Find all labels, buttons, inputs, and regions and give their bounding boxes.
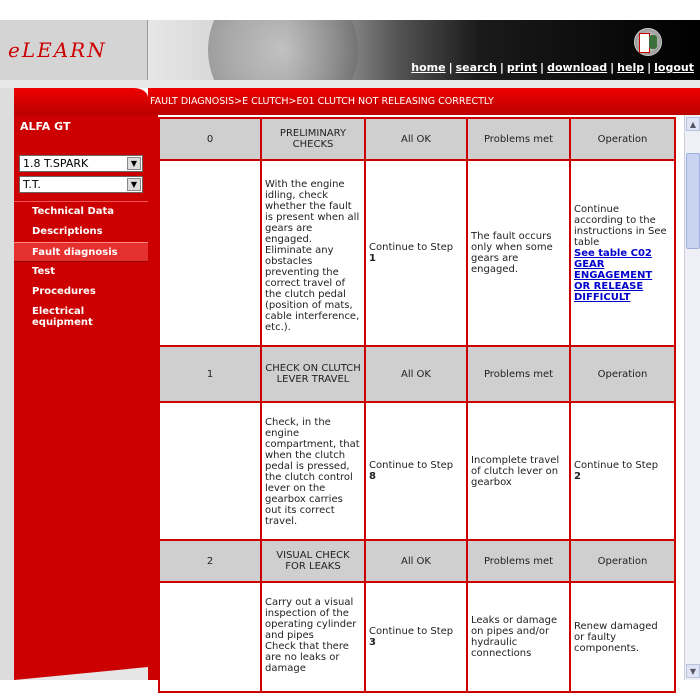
step-header-row: [159, 118, 675, 160]
header-banner: [148, 20, 700, 80]
nav-link-help[interactable]: help: [617, 61, 645, 74]
sidebar-item-descriptions[interactable]: Descriptions: [32, 226, 103, 237]
all-ok-header: All OK: [365, 540, 467, 582]
nav-link-print[interactable]: print: [506, 61, 538, 74]
all-ok-header: All OK: [365, 346, 467, 402]
scroll-down-icon[interactable]: ▼: [686, 664, 700, 678]
nav-link-search[interactable]: search: [455, 61, 497, 74]
content-scrollbar[interactable]: [684, 115, 700, 680]
operation-cell: Renew damaged or faulty components.: [570, 582, 675, 692]
chevron-down-icon[interactable]: ▼: [127, 178, 141, 191]
app-header: [0, 20, 700, 80]
operation-cell: Continue to Step 2: [570, 402, 675, 540]
sidebar-item-test[interactable]: Test: [32, 266, 56, 277]
top-nav-links: home | search | print | download | help | logout: [411, 61, 694, 74]
scrollbar-thumb[interactable]: [686, 153, 700, 249]
step-header-row: [159, 346, 675, 402]
operation-cell: Continue according to the instructions in See table See table C02 GEAR ENGAGEMENT OR RELEASE DIFFICULT: [570, 160, 675, 346]
step-description: Carry out a visual inspection of the operating cylinder and pipes Check that there are no leaks or damage: [261, 582, 365, 692]
vehicle-model-title: ALFA GT: [20, 120, 71, 133]
scroll-up-icon[interactable]: ▲: [686, 117, 700, 131]
operation-header: Operation: [570, 118, 675, 160]
breadcrumb-bar: [0, 88, 700, 115]
all-ok-action: Continue to Step 3: [365, 582, 467, 692]
next-step-number: 8: [369, 471, 376, 482]
step-title: VISUAL CHECK FOR LEAKS: [261, 540, 365, 582]
all-ok-action: Continue to Step 1: [365, 160, 467, 346]
diagnosis-table: [158, 117, 674, 693]
sidebar-item-fault-diagnosis[interactable]: Fault diagnosis: [14, 242, 148, 262]
version-select-value: T.T.: [23, 178, 41, 191]
breadcrumb: FAULT DIAGNOSIS>E CLUTCH>E01 CLUTCH NOT RELEASING CORRECTLY: [148, 88, 700, 115]
step-body-row: [159, 160, 675, 346]
step-body-row: [159, 582, 675, 692]
step-number: 1: [159, 346, 261, 402]
sidebar: [14, 115, 148, 680]
operation-header: Operation: [570, 540, 675, 582]
sidebar-menu: [14, 201, 148, 328]
next-step-number: 3: [369, 637, 376, 648]
step-description: Check, in the engine compartment, that when the clutch pedal is pressed, the clutch control lever on the gearbox carries out its correct travel.: [261, 402, 365, 540]
step-number: 2: [159, 540, 261, 582]
nav-link-logout[interactable]: logout: [654, 61, 694, 74]
engine-select-value: 1.8 T.SPARK: [23, 157, 89, 170]
problem-description: The fault occurs only when some gears are engaged.: [467, 160, 570, 346]
see-table-c02-link[interactable]: See table C02 GEAR ENGAGEMENT OR RELEASE DIFFICULT: [574, 247, 653, 303]
problem-description: Leaks or damage on pipes and/or hydraulic connections: [467, 582, 570, 692]
next-step-number: 1: [369, 253, 376, 264]
engine-select[interactable]: [19, 155, 143, 172]
alfa-romeo-emblem-icon: [634, 28, 662, 56]
nav-link-home[interactable]: home: [411, 61, 446, 74]
problem-description: Incomplete travel of clutch lever on gearbox: [467, 402, 570, 540]
step-title: PRELIMINARY CHECKS: [261, 118, 365, 160]
all-ok-action: Continue to Step 8: [365, 402, 467, 540]
sidebar-item-electrical-equipment[interactable]: Electrical equipment: [32, 306, 93, 328]
step-header-row: [159, 540, 675, 582]
next-step-number: 2: [574, 471, 581, 482]
logo[interactable]: [0, 20, 148, 80]
banner-wheel-graphic: [208, 20, 358, 80]
step-description: With the engine idling, check whether the fault is present when all gears are engaged. Eliminate any obstacles preventing the correct travel of the clutch pedal (position of mats, cable interference, etc.).: [261, 160, 365, 346]
nav-link-download[interactable]: download: [547, 61, 608, 74]
chevron-down-icon[interactable]: ▼: [127, 157, 141, 170]
breadcrumb-left-tab: [0, 88, 148, 115]
all-ok-header: All OK: [365, 118, 467, 160]
header-separator: [0, 80, 700, 88]
step-title: CHECK ON CLUTCH LEVER TRAVEL: [261, 346, 365, 402]
sidebar-item-technical-data[interactable]: Technical Data: [32, 206, 115, 217]
step-number: 0: [159, 118, 261, 160]
problems-met-header: Problems met: [467, 118, 570, 160]
problems-met-header: Problems met: [467, 540, 570, 582]
logo-text: eLEARN: [8, 38, 107, 62]
problems-met-header: Problems met: [467, 346, 570, 402]
sidebar-item-procedures[interactable]: Procedures: [32, 286, 96, 297]
version-select[interactable]: [19, 176, 143, 193]
operation-header: Operation: [570, 346, 675, 402]
step-body-row: [159, 402, 675, 540]
